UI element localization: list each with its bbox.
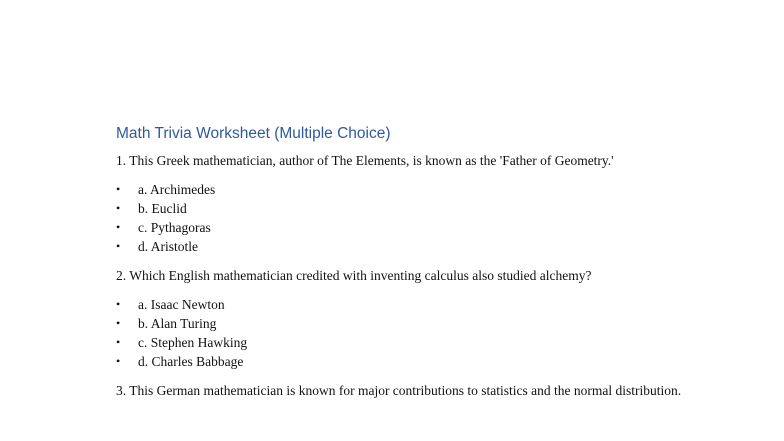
option-label: b. Alan Turing xyxy=(138,316,217,331)
question-1-options xyxy=(116,180,716,256)
question-1-text: 1. This Greek mathematician, author of The Elements, is known as the 'Father of Geometry.' xyxy=(116,153,614,168)
bullet-icon: • xyxy=(116,354,121,368)
option-item xyxy=(116,333,716,352)
option-item xyxy=(116,218,716,237)
bullet-icon: • xyxy=(116,297,121,311)
option-item xyxy=(116,199,716,218)
question-2-text: 2. Which English mathematician credited with inventing calculus also studied alchemy? xyxy=(116,268,592,283)
bullet-icon: • xyxy=(116,220,121,234)
option-item xyxy=(116,314,716,333)
option-label: a. Isaac Newton xyxy=(138,297,225,312)
option-item xyxy=(116,295,716,314)
question-3-text: 3. This German mathematician is known for major contributions to statistics and the normal distribution. xyxy=(116,383,682,398)
bullet-icon: • xyxy=(116,316,121,330)
option-label: d. Aristotle xyxy=(138,239,198,254)
bullet-icon: • xyxy=(116,239,121,253)
option-label: b. Euclid xyxy=(138,201,187,216)
option-label: a. Archimedes xyxy=(138,182,216,197)
worksheet-title: Math Trivia Worksheet (Multiple Choice) xyxy=(116,125,391,142)
document-body xyxy=(116,124,716,410)
question-2-options xyxy=(116,295,716,371)
option-label: c. Pythagoras xyxy=(138,220,211,235)
bullet-icon: • xyxy=(116,201,121,215)
bullet-icon: • xyxy=(116,335,121,349)
option-label: c. Stephen Hawking xyxy=(138,335,248,350)
bullet-icon: • xyxy=(116,182,121,196)
option-label: d. Charles Babbage xyxy=(138,354,244,369)
option-item xyxy=(116,237,716,256)
option-item xyxy=(116,352,716,371)
option-item xyxy=(116,180,716,199)
